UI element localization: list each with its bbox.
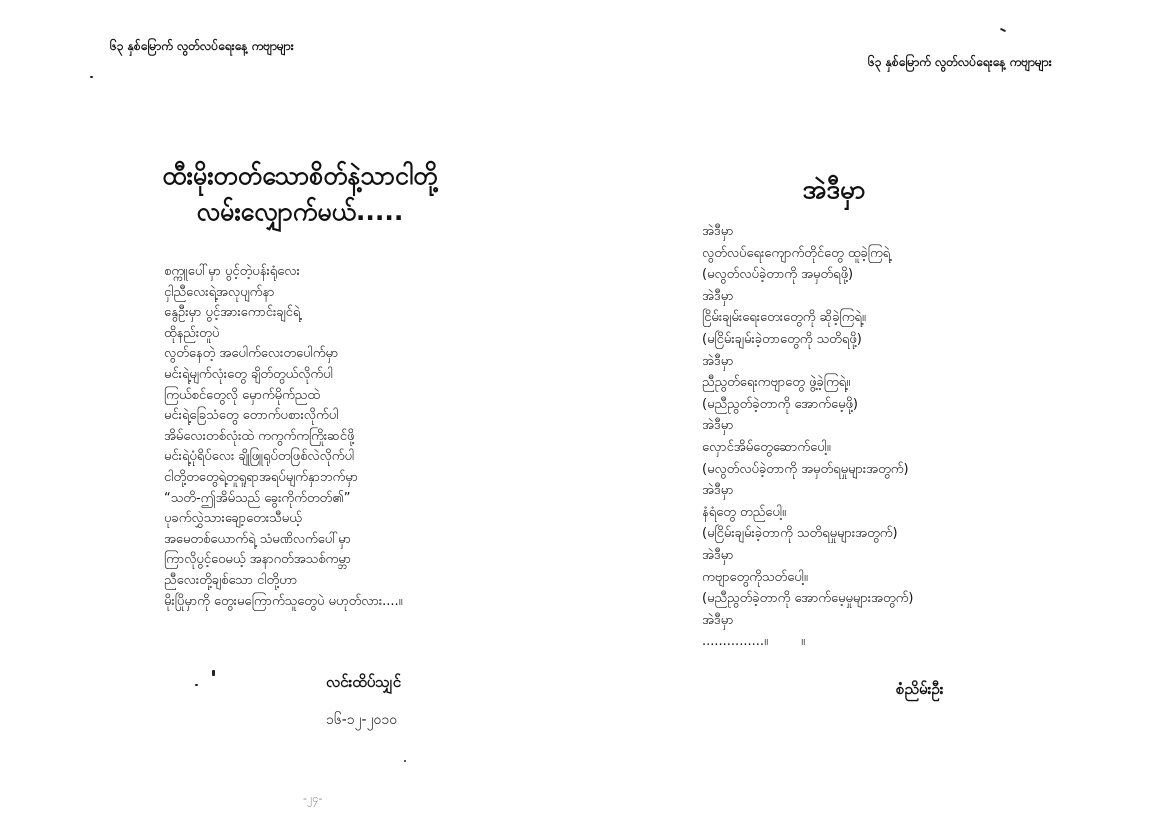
poem-line: အမေတစ်ယောက်ရဲ့ သံမဏိလက်ပေါ်မှာ	[164, 531, 351, 547]
poem-line: ကြာလိုပွင့်ဝေမယ့် အနာဂတ်အသစ်ကမ္ဘာ	[164, 552, 351, 568]
poem-line: လှောင်အိမ်တွေဆောက်ပေါ့။	[702, 439, 831, 455]
poem-line: မင်းရဲ့ပုံရိပ်လေး ချိုဖြူရုပ်တဖြစ်လဲလိုက်ပါ	[164, 449, 355, 465]
poem-line: နွေဦးမှာ ပွင့်အားကောင်းချင်ရဲ့	[164, 305, 301, 321]
right-running-head: ၆၃ နှစ်မြောက် လွတ်လပ်ရေးနေ့ ကဗျာများ	[868, 55, 1052, 69]
scan-speck	[212, 670, 215, 676]
poem-line: လွတ်လပ်ရေးကျောက်တိုင်တွေ ထူခဲ့ကြရဲ့	[702, 245, 891, 261]
poem-line: ငှါညီလေးရဲ့အလုပျက်နာ	[164, 284, 275, 300]
poem-line: (မညီညွတ်ခဲ့တာကို အောက်မေ့ဖို့)	[702, 396, 858, 412]
right-poem-author: စံညိမ်းဦး	[896, 680, 944, 698]
poem-line: ငါတို့တတွေရဲ့တူရူရာအရပ်မျက်နှာဘက်မှာ	[164, 469, 358, 485]
poem-line: ထိုနည်းတူပဲ	[164, 325, 220, 341]
poem-line: အဲဒီမှာ	[702, 612, 734, 628]
poem-line: အဲဒီမှာ	[702, 547, 734, 563]
poem-line: (မလွတ်လပ်ခဲ့တာကို အမှတ်ရမှုများအတွက်)	[702, 461, 909, 477]
scan-speck	[1000, 28, 1006, 32]
right-poem-body	[702, 221, 913, 653]
left-poem-date: ၁၆-၁၂-၂၀၁၀	[326, 712, 398, 728]
left-title-line: ထီးမိုးတတ်သောစိတ်နဲ့သာငါတို့	[162, 161, 438, 190]
poem-line: အဲဒီမှာ	[702, 483, 734, 499]
poem-line: အဲဒီမှာ	[702, 353, 734, 369]
poem-line: ညီညွတ်ရေးကဗျာတွေ ဖွဲ့ခဲ့ကြရဲ့။	[702, 375, 851, 391]
right-page	[584, 0, 1168, 825]
poem-line: ကဗျာတွေကိုသတ်ပေါ့။	[702, 569, 808, 585]
poem-line: အဲဒီမှာ	[702, 288, 734, 304]
page-number: -၂၄-	[303, 792, 323, 805]
poem-line: အဲဒီမှာ	[702, 224, 734, 239]
left-poem-body	[164, 262, 403, 612]
poem-line: အိမ်လေးတစ်လုံးထဲ ကကွက်ကကြိုးဆင်ဖို့	[164, 428, 355, 444]
poem-line: (မငြိမ်းချမ်းခဲ့တာတွေကို သတိရဖို့)	[702, 331, 862, 347]
poem-line: (မလွတ်လပ်ခဲ့တာကို အမှတ်ရဖို့)	[702, 267, 854, 283]
poem-line: နံရံတွေ တည်ပေါ့။	[702, 504, 786, 520]
scan-speck	[90, 76, 93, 78]
poem-line: (မငြိမ်းချမ်းခဲ့တာကို သတိရမှုများအတွက်)	[702, 526, 898, 542]
left-title-line: လမ်းလျှောက်မယ်.....	[196, 197, 404, 226]
left-poem-title	[60, 158, 540, 230]
poem-line: စက္ကူပေါ်မှာ ပွင့်တဲ့ပန်းရုံလေး	[164, 264, 300, 279]
poem-line: အဲဒီမှာ	[702, 418, 734, 434]
poem-line: မင်းရဲ့ခြေသံတွေ တောက်ပစားလိုက်ပါ	[164, 408, 339, 424]
poem-line: မင်းရဲ့မျက်လုံးတွေ ချိတ်တွယ်လိုက်ပါ	[164, 366, 333, 382]
scan-speck	[404, 760, 406, 762]
left-poem-author: လင်းထိပ်သျှင်	[326, 673, 402, 691]
poem-line: လွတ်နေတဲ့ အပေါက်လေးတပေါက်မှာ	[164, 346, 339, 362]
poem-line: ညီလေးတို့ချစ်သော ငါတို့ဟာ	[164, 572, 298, 588]
poem-line: ငြိမ်းချမ်းရေးတေးတွေကို ဆိုခဲ့ကြရဲ့။	[702, 310, 866, 326]
poem-line: “သတိ-ဤအိမ်သည် ခွေးကိုက်တတ်၏”	[164, 490, 351, 506]
poem-line: (မညီညွတ်ခဲ့တာကို အောက်မေ့မှုများအတွက်)	[702, 591, 914, 607]
scan-speck	[195, 684, 198, 686]
left-running-head: ၆၃ နှစ်မြောက် လွတ်လပ်ရေးနေ့ ကဗျာများ	[110, 39, 294, 53]
poem-line: ...............။ ။	[702, 634, 805, 650]
right-poem-title: အဲဒီမှာ	[802, 175, 866, 205]
poem-line: မိုးပြိုမှာကို တွေးမကြောက်သူတွေပဲ မဟုတ်လား....။	[164, 593, 403, 609]
poem-line: ကြယ်စင်တွေလို မှောက်မိုက်ညထဲ	[164, 387, 320, 403]
poem-line: ပုခက်လွှဲသားချော့တေးသီမယ့်	[164, 511, 302, 527]
